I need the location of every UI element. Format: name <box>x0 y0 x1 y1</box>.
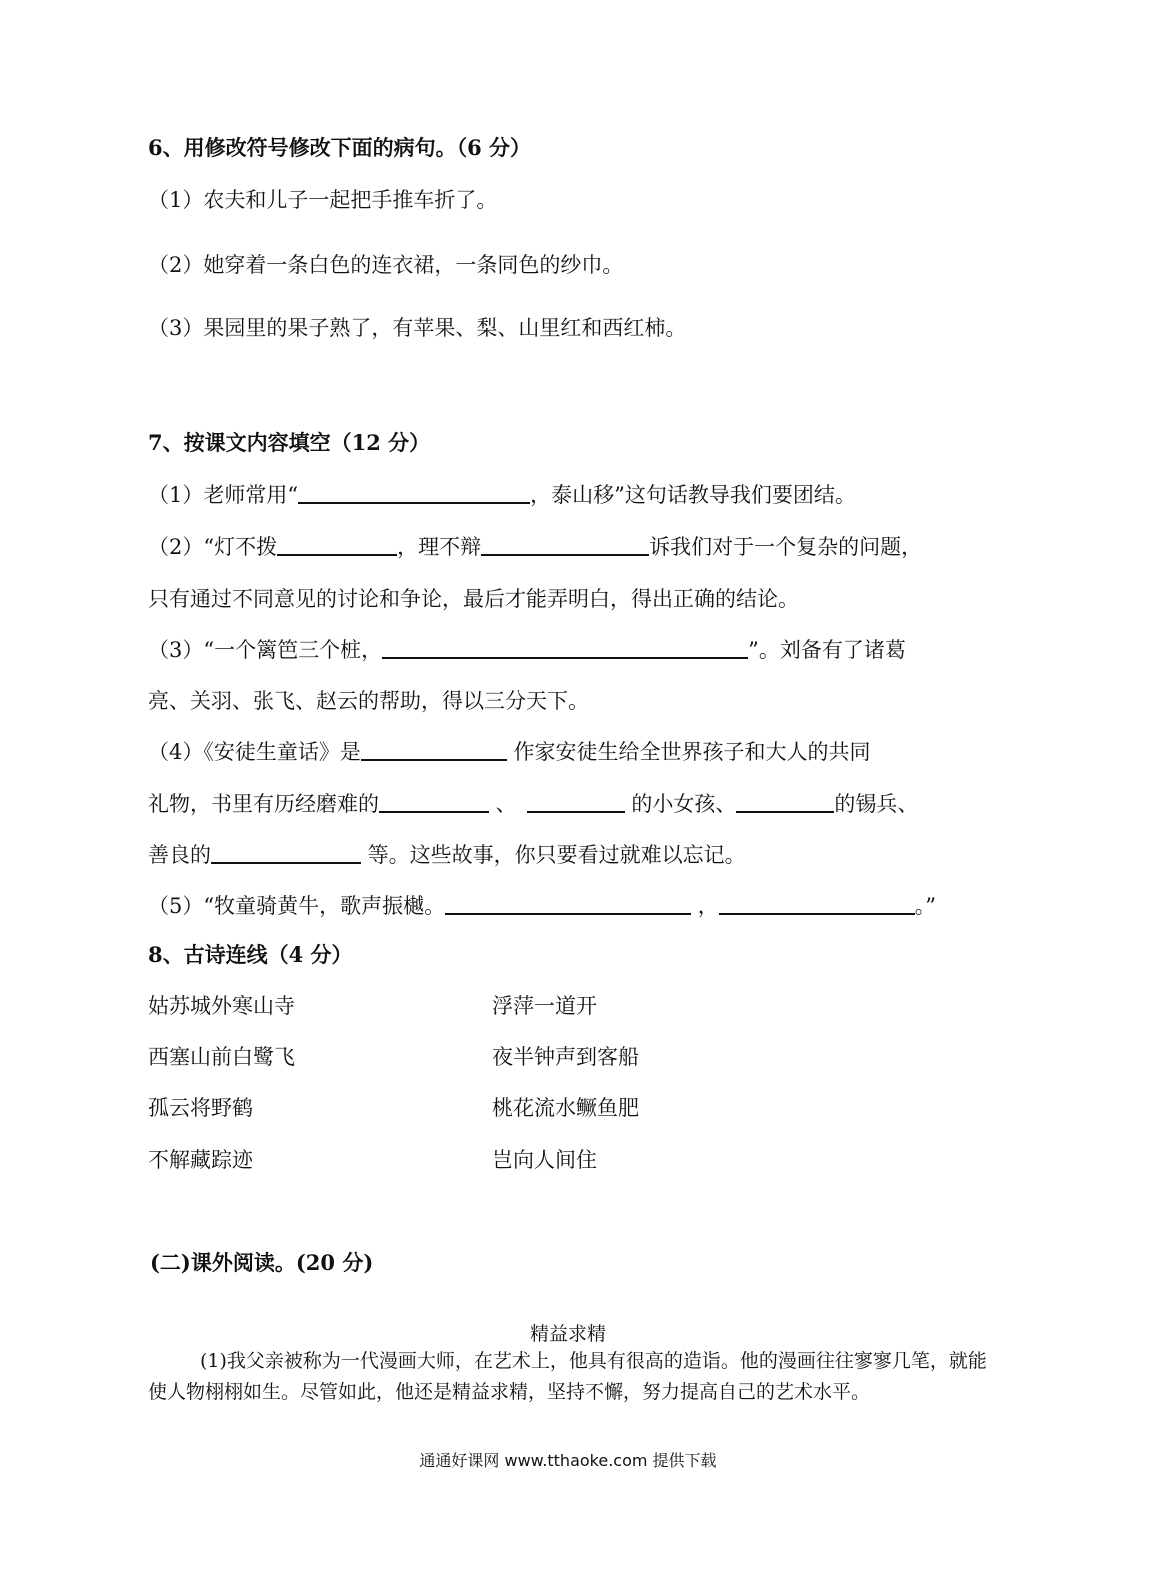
q7-item-4-text-e: 的小女孩、 <box>624 792 737 816</box>
answer-blank[interactable] <box>379 789 489 813</box>
q7-item-1-text-a: （1）老师常用“ <box>148 483 299 507</box>
poem-right-4: 岂向人间住 <box>492 1148 597 1172</box>
q7-item-2-cont: 只有通过不同意见的讨论和争论，最后才能弄明白，得出正确的结论。 <box>148 587 799 611</box>
poem-right-2: 夜半钟声到客船 <box>492 1045 639 1069</box>
answer-blank[interactable] <box>211 840 361 864</box>
q7-item-5-text-b: ， <box>691 894 719 918</box>
q6-item-2: （2）她穿着一条白色的连衣裙，一条同色的纱巾。 <box>148 253 624 277</box>
poem-left-3: 孤云将野鹤 <box>148 1096 253 1120</box>
q7-item-4-text-h: 等。这些故事，你只要看过就难以忘记。 <box>361 843 746 867</box>
answer-blank[interactable] <box>527 789 625 813</box>
q8-heading: 8、古诗连线（4 分） <box>148 942 353 967</box>
q7-item-4-text-a: （4）《安徒生童话》是 <box>148 740 361 764</box>
page-footer: 通通好课网 www.tthaoke.com 提供下载 <box>419 1451 717 1470</box>
q7-item-4-cont2 <box>148 840 746 870</box>
q7-item-2 <box>148 532 922 562</box>
q7-item-3-text-b: ”。刘备有了诸葛 <box>748 638 906 662</box>
answer-blank[interactable] <box>298 480 530 504</box>
q7-item-2-text-a: （2）“灯不拨 <box>148 535 278 559</box>
q7-item-2-text-b: ，理不辩 <box>397 535 482 559</box>
answer-blank[interactable] <box>736 789 834 813</box>
q7-item-1-text-b: ，泰山移”这句话教导我们要团结。 <box>530 483 856 507</box>
answer-blank[interactable] <box>361 737 507 761</box>
q7-item-4-text-b: 作家安徒生给全世界孩子和大人的共同 <box>506 740 871 764</box>
poem-left-4: 不解藏踪迹 <box>148 1148 253 1172</box>
q7-heading: 7、按课文内容填空（12 分） <box>148 430 431 455</box>
q7-item-4 <box>148 737 871 767</box>
poem-left-2: 西塞山前白鹭飞 <box>148 1045 295 1069</box>
section2-heading: (二)课外阅读。(20 分) <box>150 1250 374 1275</box>
q6-heading: 6、用修改符号修改下面的病句。（6 分） <box>148 135 532 160</box>
poem-right-3: 桃花流水鳜鱼肥 <box>492 1096 639 1120</box>
q7-item-4-cont <box>148 789 918 819</box>
q7-item-4-text-c: 礼物，书里有历经磨难的 <box>148 792 379 816</box>
q7-item-5 <box>148 891 936 921</box>
q7-item-4-text-f: 的锡兵、 <box>834 792 919 816</box>
q7-item-5-text-a: （5）“牧童骑黄牛，歌声振樾。 <box>148 894 446 918</box>
article-paragraph-1: (1)我父亲被称为一代漫画大师，在艺术上，他具有很高的造诣。他的漫画往往寥寥几笔，就能使人物栩栩如生。尽管如此，他还是精益求精，坚持不懈，努力提高自己的艺术水平。 <box>148 1350 987 1403</box>
q7-item-5-text-c: 。” <box>914 894 937 918</box>
poem-right-1: 浮萍一道开 <box>492 994 597 1018</box>
answer-blank[interactable] <box>277 532 397 556</box>
q7-item-2-text-c: 诉我们对于一个复杂的问题， <box>649 535 923 559</box>
q6-item-1: （1）农夫和儿子一起把手推车折了。 <box>148 188 498 212</box>
q6-item-3: （3）果园里的果子熟了，有苹果、梨、山里红和西红柿。 <box>148 316 687 340</box>
q7-item-4-text-d: 、 <box>489 792 517 816</box>
answer-blank[interactable] <box>481 532 649 556</box>
poem-left-1: 姑苏城外寒山寺 <box>148 994 295 1018</box>
answer-blank[interactable] <box>445 891 691 915</box>
answer-blank[interactable] <box>719 891 915 915</box>
article-title: 精益求精 <box>529 1323 606 1345</box>
q7-item-4-text-g: 善良的 <box>148 843 211 867</box>
q7-item-3 <box>148 635 906 665</box>
answer-blank[interactable] <box>382 635 748 659</box>
q7-item-3-text-a: （3）“一个篱笆三个桩， <box>148 638 383 662</box>
q7-item-3-cont: 亮、关羽、张飞、赵云的帮助，得以三分天下。 <box>148 689 589 713</box>
q7-item-1 <box>148 480 856 510</box>
